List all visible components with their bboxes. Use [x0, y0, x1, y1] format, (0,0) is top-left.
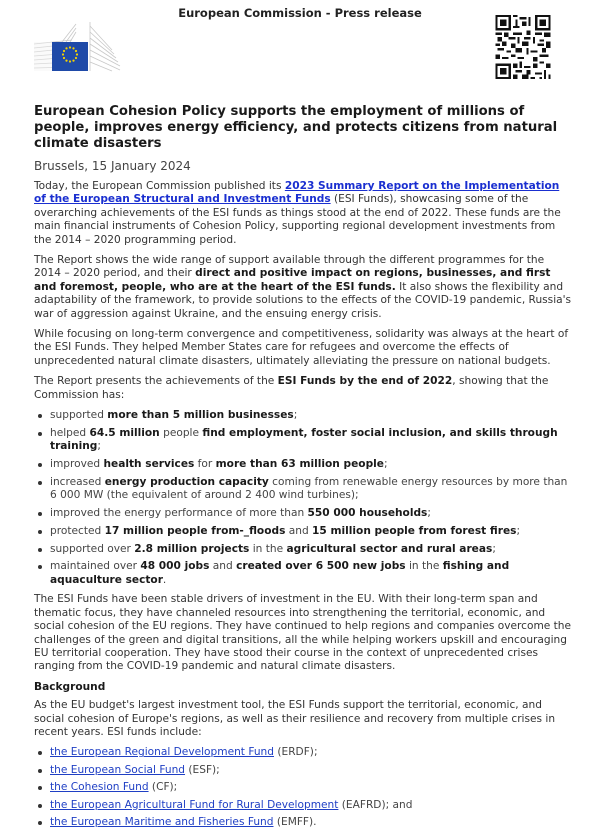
achievement-item — [50, 476, 574, 503]
achievement-text: and — [285, 524, 313, 537]
european-commission-logo-icon — [32, 20, 122, 72]
achievement-text: coming from renewable energy resources by more than 6 000 MW (the equivalent of around 2 400 wind turbines); — [50, 475, 568, 502]
background-heading: Background — [34, 680, 106, 693]
fund-abbreviation: (EMFF). — [273, 815, 317, 828]
background-paragraph: As the EU budget's largest investment tool, the ESI Funds support the territorial, economic, and social cohesion of Europe's regions, as well as their resilience and recovery from multiple crises in recent years. ESI funds include: — [34, 699, 556, 738]
achievement-highlight: health services — [103, 458, 195, 471]
intro-text-before: Today, the European Commission published its — [34, 180, 285, 192]
intro-paragraph — [34, 180, 574, 247]
achievement-item — [50, 409, 574, 422]
fund-abbreviation: (EAFRD); and — [338, 798, 413, 811]
summary-report-link[interactable]: 2023 Summary Report on the Implementation of the European Structural and Investment Funds — [34, 180, 560, 206]
fund-item — [50, 816, 574, 829]
funds-list — [34, 746, 574, 829]
dateline: Brussels, 15 January 2024 — [34, 159, 191, 173]
investment-paragraph: The ESI Funds have been stable drivers of investment in the EU. With their long-term span and thematic focus, they have channeled resources into strengthening the territorial, economic, and social cohesion of the EU regions. They have continued to help regions and companies overcome the challenges of the green and digital transitions, all the while helping workers upskill and encouraging EU territorial cooperation. They have stood their course in the context of unprecedented crises ranging from the COVID-19 pandemic and natural climate disasters. — [34, 593, 572, 673]
achievement-highlight: created over 6 500 new jobs — [236, 560, 406, 573]
press-release-header — [0, 0, 600, 95]
achievement-text: in the — [405, 560, 443, 573]
achievements-intro-after: , showing that the Commission has: — [34, 375, 549, 401]
achievement-text: ; — [383, 458, 388, 471]
achievement-item — [50, 427, 574, 454]
achievement-text: protected — [50, 524, 105, 537]
fund-link[interactable]: the European Social Fund — [50, 763, 186, 776]
achievement-highlight: 64.5 million — [89, 426, 160, 439]
fund-link[interactable]: the European Agricultural Fund for Rural Development — [50, 798, 339, 811]
achievement-highlight: 15 million people from forest fires — [312, 524, 517, 537]
achievement-text: supported — [50, 409, 108, 422]
achievement-item — [50, 543, 574, 556]
achievement-highlight: agricultural sector and rural areas — [286, 542, 493, 555]
achievement-text: ; — [427, 507, 431, 520]
achievement-text: . — [162, 573, 167, 586]
fund-abbreviation: (CF); — [148, 781, 178, 794]
achievement-highlight: more than 63 million people — [215, 458, 384, 471]
achievement-text: ; — [492, 542, 496, 555]
achievement-text: for — [194, 458, 216, 471]
fund-item — [50, 799, 574, 812]
fund-item — [50, 764, 574, 777]
report-text-bold: direct and positive impact on regions, businesses, and first and foremost, people, who are at the heart of the ESI funds. — [34, 267, 551, 293]
fund-link[interactable]: the Cohesion Fund — [50, 781, 149, 794]
achievement-highlight: energy production capacity — [104, 475, 269, 488]
press-release-body — [34, 104, 574, 835]
achievement-item — [50, 525, 574, 538]
achievements-list — [34, 409, 574, 587]
fund-link[interactable]: the European Maritime and Fisheries Fund — [50, 815, 274, 828]
achievement-text: maintained over — [50, 560, 141, 573]
achievement-text: helped — [50, 426, 90, 439]
achievement-text: in the — [249, 542, 287, 555]
report-text-after: It also shows the flexibility and adaptability of the framework, to provide solutions to the effects of the COVID-19 pandemic, Russia's war of aggression against Ukraine, and the ensuing energy crisis. — [34, 280, 572, 320]
achievement-text: improved — [50, 458, 104, 471]
solidarity-paragraph: While focusing on long-term convergence and competitiveness, solidarity was always at the heart of the ESI Funds. They helped Member States care for refugees and overcome the effects of unprecedented natural climate disasters, ultimately alleviating the pressure on national budgets. — [34, 328, 569, 367]
report-text-before: The Report shows the wide range of support available through the different programmes for the 2014 – 2020 period, and their — [34, 254, 545, 280]
achievement-highlight: 550 000 households — [307, 507, 428, 520]
fund-item — [50, 746, 574, 759]
article-title: European Cohesion Policy supports the employment of millions of people, improves energy efficiency, and protects citizens from natural climate disasters — [34, 104, 558, 151]
achievement-highlight: 17 million people from-_floods — [104, 524, 286, 537]
achievement-highlight: 48 000 jobs — [140, 560, 210, 573]
achievements-intro-bold: ESI Funds by the end of 2022 — [277, 375, 453, 388]
qr-code-icon[interactable] — [495, 15, 551, 79]
achievements-intro — [34, 375, 574, 402]
fund-abbreviation: (ERDF); — [274, 746, 318, 759]
intro-text-after: (ESI Funds), showcasing some of the overarching achievements of the ESI funds as things stood at the end of 2022. These funds are the main financial instruments of Cohesion Policy, supporting regional development investments from the 2014 – 2020 programming period. — [34, 193, 561, 246]
achievement-highlight: more than 5 million businesses — [107, 409, 294, 422]
achievements-intro-before: The Report presents the achievements of the — [34, 375, 278, 388]
achievement-text: supported over — [50, 542, 135, 555]
achievement-highlight: find employment, foster social inclusion, and skills through training — [50, 426, 558, 453]
achievement-highlight: fishing and aquaculture sector — [50, 560, 510, 586]
achievement-text: and — [209, 560, 237, 573]
header-title: European Commission - Press release — [178, 6, 422, 20]
achievement-highlight: 2.8 million projects — [134, 542, 250, 555]
achievement-text: increased — [50, 475, 105, 488]
achievement-item — [50, 560, 574, 587]
achievement-item — [50, 458, 574, 471]
achievement-text: ; — [516, 524, 521, 537]
fund-link[interactable]: the European Regional Development Fund — [50, 746, 274, 759]
report-paragraph — [34, 254, 574, 321]
achievement-text: improved the energy performance of more than — [50, 507, 308, 520]
fund-item — [50, 781, 574, 794]
achievement-text: ; — [97, 440, 101, 453]
achievement-text: ; — [293, 409, 298, 422]
fund-abbreviation: (ESF); — [185, 763, 220, 776]
achievement-text: people — [159, 426, 203, 439]
achievement-item — [50, 507, 574, 520]
